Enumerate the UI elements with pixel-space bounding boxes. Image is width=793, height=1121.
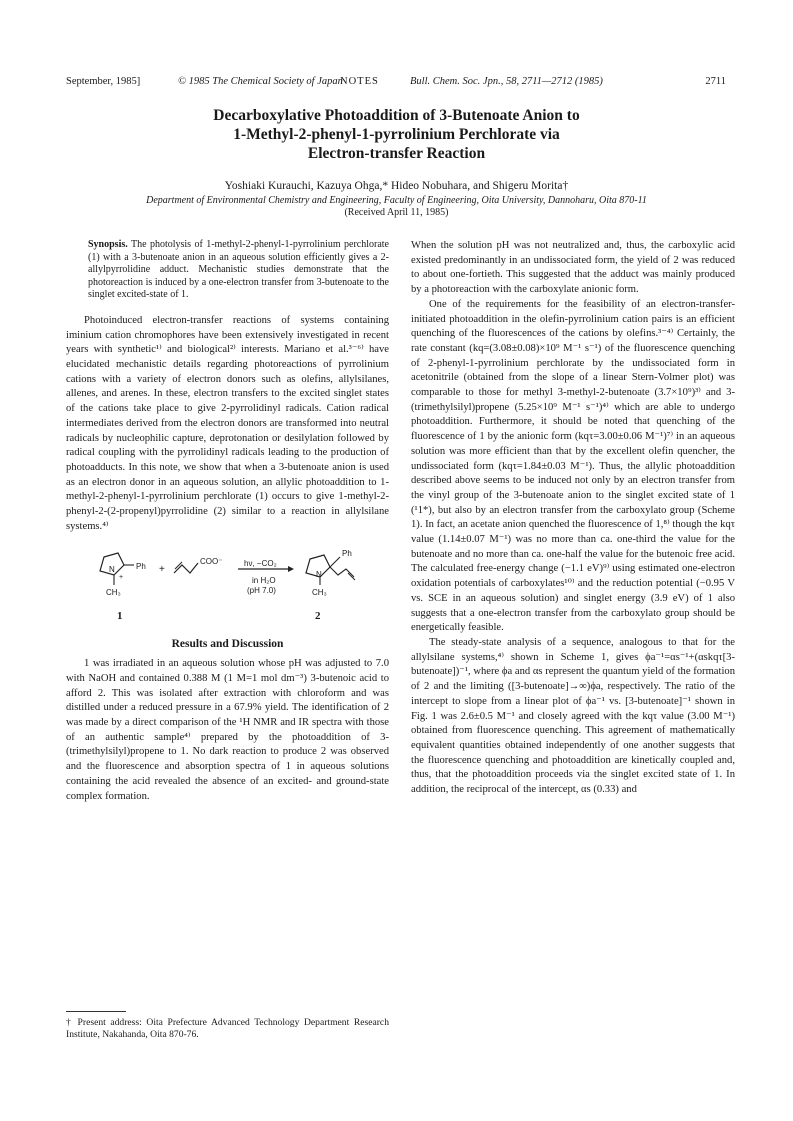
results-paragraph: 1 was irradiated in an aqueous solution whose pH was adjusted to 7.0 with NaOH and contained 0.388 M (1 M=1 mol dm⁻³) 3-butenoic acid to afford 2. This was isolated after extraction with chloroform and was distilled under a reduced pressure in a 67.9% yield. The identification of 2 was made by a direct comparison of the ¹H NMR and IR spectra with those of an authentic sample⁴⁾ prepared by the photoaddition of 3-(trimethylsilyl)propene to 1. No dark reaction to produce 2 was observed and the fluorescence and absorption spectra of 1 in aqueous solutions containing the acid revealed the absence of an excited- and ground-state complex formation. [66, 658, 389, 802]
conditions-light: hν, −CO₂ [244, 558, 277, 568]
right-paragraph-1: When the solution pH was not neutralized and, thus, the carboxylic acid existed predominantly in an undissociated form, the yield of 2 was reduced to about one-fortieth. This suggested that the adduct was mainly produced by a photoreaction with the carboxylate anionic form. [411, 240, 735, 296]
header-journal: Bull. Chem. Soc. Jpn., 58, 2711—2712 (1985) [410, 76, 603, 87]
synopsis-text: The photolysis of 1-methyl-2-phenyl-1-pyrrolinium perchlorate (1) with a 3-butenoate anion in an aqueous solution efficiently gives a 2-allylpyrrolidine adduct. Mechanistic studies demonstrate that the photoreaction is induced by a one-electron transfer from 3-butenoate to the singlet excited-state of 1. [88, 239, 389, 301]
header-copyright: © 1985 The Chemical Society of Japan [178, 76, 343, 87]
footnote: † Present address: Oita Prefecture Advanced Technology Department Research Institute, Nakahanda, Oita 870-76. [66, 1017, 389, 1041]
header-page-number: 2711 [705, 76, 726, 87]
compound-number-1: 1 [117, 609, 123, 622]
methyl-label-2: CH₃ [312, 587, 327, 597]
article-title [100, 106, 693, 163]
compound-number-2: 2 [315, 609, 321, 622]
plus-sign: + [159, 563, 165, 575]
title-line-3: Electron-transfer Reaction [307, 145, 486, 162]
left-column [66, 239, 389, 804]
title-line-2: 1-Methyl-2-phenyl-1-pyrrolinium Perchlorate via [233, 126, 560, 143]
affiliation: Department of Environmental Chemistry and Engineering, Faculty of Engineering, Oita University, Dannoharu, Oita 870-11 [146, 195, 647, 206]
conditions-ph: (pH 7.0) [247, 585, 276, 595]
methyl-label-1: CH₃ [106, 587, 121, 597]
running-header [66, 76, 726, 92]
author-list: Yoshiaki Kurauchi, Kazuya Ohga,* Hideo Nobuhara, and Shigeru Morita† [224, 180, 569, 192]
synopsis-label: Synopsis. [88, 239, 128, 250]
right-paragraph-3: The steady-state analysis of a sequence, analogous to that for the allylsilane systems,⁴⁾ shown in Scheme 1, gives ϕa⁻¹=αs⁻¹+(αskqτ[3-butenoate])⁻¹, where ϕa and αs represent the quantum yield of the formation of 2 and the limiting ([3-butenoate]→∞)ϕa, respectively. The ratio of the intercept to slope from a linear plot of ϕa⁻¹ vs. [3-butenoate]⁻¹ shown in Fig. 1 was 2.6±0.5 M⁻¹ and closely agreed with the kqτ value (3.00 M⁻¹) obtained from fluorescence quenching. This agreement of mathematically equivalent quantities obtained independently of one another suggests that the fluorescence quenching and photoaddition are kinetically coupled and, thus, that the photoaddition proceeds via the singlet excited state of 1. In addition, the reciprocal of the intercept, αs (0.33) and [411, 636, 735, 796]
conditions-solvent: in H₂O [252, 575, 276, 585]
butenoate-chain [174, 563, 198, 573]
reaction-scheme [66, 543, 389, 627]
carboxylate-label: COO⁻ [200, 556, 223, 566]
right-column [411, 239, 735, 798]
header-date: September, 1985] [66, 76, 141, 87]
synopsis [66, 239, 389, 302]
right-paragraph-2: One of the requirements for the feasibility of an electron-transfer-initiated photoaddition in the olefin-pyrrolinium cation pairs is an efficient quenching of the fluorescences of the cations by olefins.³⁻⁴⁾ Certainly, the rate constant (kq=(3.08±0.08)×10⁹ M⁻¹ s⁻¹) of the fluorescence quenching of 2-phenyl-1-pyrrolinium perchlorate by the undissociated form in acetonitrile (obtained from the slope of a linear Stern-Volmer plot) was comparable to those for methyl 3-methyl-2-butenoate (3.7×10⁹)³⁾ and 3-(trimethylsilyl)propene (5.25×10⁹ M⁻¹ s⁻¹)⁴⁾ which are able to undergo photoaddition. Furthermore, it should be noted that quenching of the fluorescence of 1 by the anionic form (kqτ=3.00±0.06 M⁻¹)⁷⁾ in an aqueous solution was more efficient than that by the excellent olefin quencher, the undissociated form (kqτ=1.84±0.03 M⁻¹). Thus, the allylic photoaddition described above seems to be induced not only by an electron transfer from the vinyl group of the 3-butenoate anion to the singlet excited state of 1 (¹1*), but also by an electron transfer from the carboxylato group (Scheme 1). In fact, an acetate anion quenched the fluorescence of 1,⁸⁾ though the kqτ value (1.14±0.07 M⁻¹) was no more than ca. one-third the value for the butenoate and no more than ca. one-half the value for the butenoic free acid. The calculated free-energy change (−1.1 eV)⁹⁾ using estimated one-electron oxidation potentials of carboxylates¹⁰⁾ and the reduction potential (−0.95 V vs. SCE in an aqueous solution) and singlet energy (3.9 eV) of 1 also suggests that a one-electron transfer from the carboxylato group should be energetically feasible. [411, 298, 735, 634]
phenyl-bond-2 [330, 557, 340, 567]
intro-paragraph: Photoinduced electron-transfer reactions of systems containing iminium cation chromophores have been extensively investigated in recent years with synthetic¹⁾ and biological²⁾ interests. Mariano et al.³⁻⁶⁾ have elucidated mechanistic details regarding photoreactions of pyrrolinium cations with a variety of electron donors such as olefins, allylsilanes, allenes, and arenes. In these, electron transfers to the excited singlet states of the cations take place to give 2-pyrrolidinyl radicals. Cation radical intermediates derived from the electron donors are transformed into neutral radicals by nucleophilic capture, deprotonation or desilylation followed by radical coupling with the pyrrolidinyl radicals leading to the production of photoadducts. In this note, we show that when a 3-butenoate anion is used as an electron donor in an aqueous solution, an allylic photoaddition to 1-methyl-2-phenyl-1-pyrrolinium perchlorate (1) occurs to give 1-methyl-2-phenyl-2-(2-propenyl)pyrrolidine (2) similar to a reaction in allylsilane systems.⁴⁾ [66, 314, 389, 532]
phenyl-label-2: Ph [342, 548, 352, 558]
header-section: NOTES [340, 76, 379, 87]
reaction-scheme-drawing [66, 543, 389, 627]
reaction-arrowhead [288, 566, 294, 572]
title-line-1: Decarboxylative Photoaddition of 3-Butenoate Anion to [213, 107, 580, 124]
cation-charge: + [119, 573, 124, 581]
footnote-rule [66, 1011, 126, 1012]
nitrogen-label-2: N [316, 569, 322, 579]
phenyl-label-1: Ph [136, 561, 146, 571]
nitrogen-label-1: N [109, 564, 115, 574]
received-date: (Received April 11, 1985) [344, 207, 449, 218]
section-heading: Results and Discussion [171, 637, 284, 650]
